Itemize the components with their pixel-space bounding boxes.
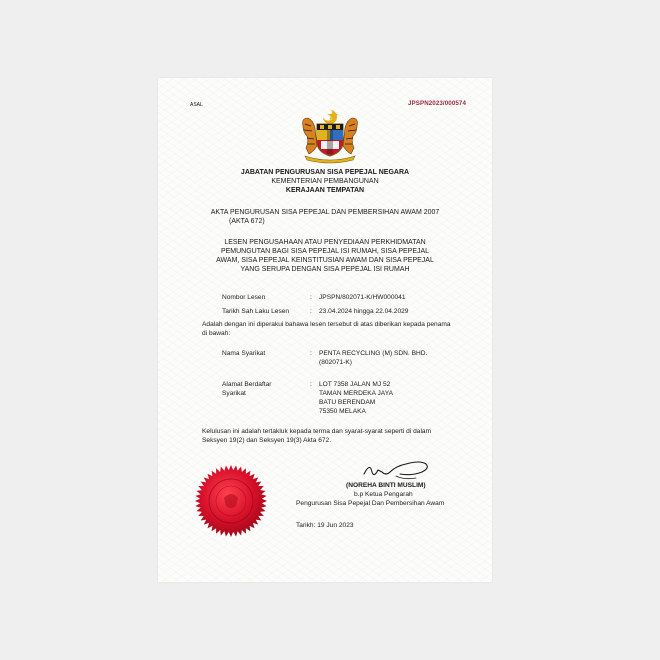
address-line4: 75350 MELAKA <box>319 408 366 415</box>
terms-line2: Seksyen 19(2) dan Seksyen 19(3) Akta 672. <box>202 437 332 444</box>
coat-of-arms-icon <box>299 108 361 164</box>
company-registration: (802071-K) <box>319 359 352 366</box>
copy-mark: ASAL <box>190 102 203 108</box>
issue-date: Tarikh: 19 Jun 2023 <box>296 522 354 529</box>
red-seal-icon <box>194 464 268 538</box>
validity-value: 23.04.2024 hingga 22.04.2029 <box>319 308 409 315</box>
terms-line1: Kelulusan ini adalah tertakluk kepada terma dan syarat-syarat seperti di dalam <box>202 428 432 435</box>
address-line2: TAMAN MERDEKA JAYA <box>319 390 394 397</box>
signature-icon <box>356 452 438 482</box>
ministry-name-line2: KERAJAAN TEMPATAN <box>285 187 365 194</box>
agency-name: JABATAN PENGURUSAN SISA PEPEJAL NEGARA <box>240 169 410 176</box>
company-name-label: Nama Syarikat <box>222 350 266 357</box>
address-label: Alamat Berdaftar <box>222 381 272 388</box>
address-line1: LOT 7358 JALAN MJ 52 <box>319 381 391 388</box>
license-title-line2: PEMUNGUTAN BAGI SISA PEPEJAL ISI RUMAH, SISA PEPEJAL <box>220 248 430 255</box>
license-number-label: Nombor Lesen <box>222 294 266 301</box>
act-title: AKTA PENGURUSAN SISA PEPEJAL DAN PEMBERSIHAN AWAM 2007 <box>210 209 440 216</box>
colon: : <box>310 350 312 357</box>
address-line3: BATU BERENDAM <box>319 399 376 406</box>
colon: : <box>310 381 312 388</box>
colon: : <box>310 294 312 301</box>
license-number-value: JPSPN/802071-K/HW000041 <box>319 294 406 301</box>
signatory-office: Pengurusan Sisa Pepejal Dan Pembersihan Awam <box>296 500 445 507</box>
serial-number: JPSPN2023/000574 <box>407 100 466 107</box>
address-label-line2: Syarikat <box>222 390 246 397</box>
ministry-name: KEMENTERIAN PEMBANGUNAN <box>271 178 379 185</box>
validity-label: Tarikh Sah Laku Lesen <box>222 308 290 315</box>
signatory-title: b.p Ketua Pengarah <box>354 491 413 498</box>
license-title-line1: LESEN PENGUSAHAAN ATAU PENYEDIAAN PERKHIDMATAN <box>224 239 426 246</box>
license-title-line3: AWAM, SISA PEPEJAL KEINSTITUSIAN AWAM DAN SISA PEPEJAL <box>216 257 434 264</box>
company-name: PENTA RECYCLING (M) SDN. BHD. <box>319 350 428 357</box>
act-number: (AKTA 672) <box>229 218 265 225</box>
license-certificate <box>158 78 492 582</box>
license-title-line4: YANG SERUPA DENGAN SISA PEPEJAL ISI RUMAH <box>240 266 410 273</box>
signatory-name: (NOREHA BINTI MUSLIM) <box>346 482 426 489</box>
colon: : <box>310 308 312 315</box>
statement-line1: Adalah dengan ini diperakui bahawa lesen tersebut di atas diberikan kepada penama <box>202 321 451 328</box>
statement-line2: di bawah: <box>202 330 231 337</box>
